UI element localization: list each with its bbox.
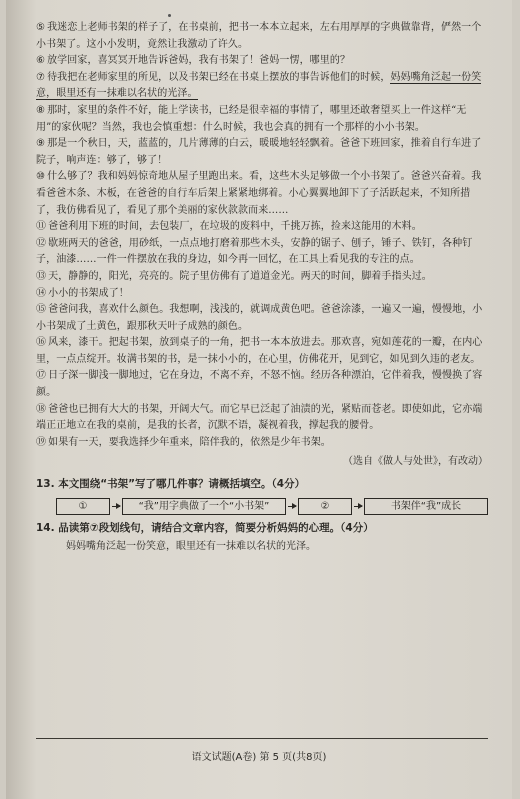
paragraph-text: 我迷恋上老师书架的样子了，在书桌前，把书一本本立起来，左右用厚厚的字典做靠背，俨然一个小书架了。这小小发明，竟然让我激动了许久。: [36, 22, 482, 50]
paragraph-number: ⑧: [36, 104, 46, 116]
answer-blank-box[interactable]: ②: [298, 498, 352, 515]
paragraph-number: ⑮: [36, 304, 47, 316]
paragraph-number: ⑪: [36, 221, 47, 233]
paragraph: [36, 169, 488, 219]
paragraph: [36, 70, 488, 103]
paragraph: [36, 269, 488, 286]
paragraph-text: 什么够了？我和妈妈惊奇地从屋子里跑出来。看，这些木头足够做一个小书架了。爸爸兴奋着。我看爸爸木条、木板，在爸爸的自行车后架上紧紧地绑着。小心翼翼地卸下了子活跃起来，不知所措了，我仿佛看见了，看见了那个美丽的家伙款款而来……: [36, 171, 482, 216]
paragraph: [36, 103, 488, 136]
paragraph-text: 日子深一脚浅一脚地过，它在身边，不离不弃，不怒不恼。经历各种漂泊，它伴着我，慢慢换了容颜。: [36, 370, 483, 399]
paragraph-number: ⑭: [36, 287, 47, 299]
paragraph-number: ⑥: [36, 55, 46, 67]
paragraph-number: ⑨: [36, 138, 46, 150]
answer-flow: [56, 497, 488, 515]
paragraph-text: 爸爸利用下班的时间，去包装厂，在垃圾的废料中，千挑万拣，捡来这能用的木料。: [48, 221, 422, 233]
paragraph: [36, 219, 488, 236]
paragraph-number: ⑫: [36, 237, 47, 249]
paragraph: [36, 53, 488, 70]
paragraph-number: ⑲: [36, 436, 47, 448]
paragraph-text: 爸爸问我，喜欢什么颜色。我想啊，浅浅的，就调成黄色吧。爸爸涂漆，一遍又一遍，慢慢地，小小书架成了土黄色，跟那秋天叶子成熟的颜色。: [36, 304, 483, 332]
quoted-sentence: 妈妈嘴角泛起一份笑意，眼里还有一抹难以名状的光泽。: [66, 541, 316, 553]
exam-page: [6, 0, 512, 799]
paragraph-number: ⑯: [36, 337, 47, 349]
paragraph: [36, 20, 488, 53]
paragraph-text: 风来，漆干。把起书架，放到桌子的一角，把书一本本放进去。那欢喜，宛如莲花的一瓣，在内心里，一点点绽开。妆满书架的书，是一抹小小的，在心里，仿佛花开，见到它，如见到久违的老友。: [36, 337, 483, 365]
paragraph-text: 爸爸也已拥有大大的书架，开阔大气。而它早已泛起了油渍的光，紧贴而苍老。即使如此，它亦端端正正地立在我的桌前，是我的长者，沉默不语，凝视着我，撑起我的腰骨。: [36, 403, 483, 432]
paragraph: [36, 136, 488, 169]
paragraph-text: 小小的书架成了！: [48, 287, 129, 299]
paragraph-text: 那是一个秋日，天，蓝蓝的，几片薄薄的白云，暖暖地轻轻飘着。爸爸下班回家，推着自行车进了院子，响声连：够了，够了！: [36, 138, 482, 166]
paragraph: [36, 335, 488, 368]
paragraph: [36, 302, 488, 335]
paragraph-text: 那时，家里的条件不好，能上学读书，已经是很幸福的事情了，哪里还敢奢望买上一件这样“无用”的家伙呢？当然，我也会慎重想：什么时候，我也会真的拥有一个那样的小小书架。: [36, 104, 467, 133]
paragraph-text: 天，静静的，阳光，亮亮的。院子里仿佛有了道道金光。两天的时间，脚着手指头过。: [48, 270, 432, 282]
flow-step-box: 书架伴“我”成长: [364, 498, 488, 515]
question-13: 13. 本文围绕“书架”写了哪几件事？请概括填空。（4分）: [36, 478, 306, 491]
flow-step-box: “我”用字典做了一个“小书架”: [122, 498, 286, 515]
paragraph-text: 歇班两天的爸爸，用砂纸，一点点地打磨着那些木头，安静的锯子、刨子，锤子、铁钉，各种钉子，油漆……一件一件摆放在我的身边，如今再一回忆，在工具上看见我的专注的点。: [36, 237, 473, 266]
paragraph: [36, 286, 488, 303]
dust-speck: [168, 14, 171, 17]
flow-arrow: [354, 506, 362, 507]
paragraph-text: 如果有一天，要我选择少年重来，陪伴我的，依然是少年书架。: [48, 436, 331, 448]
flow-arrow: [288, 506, 296, 507]
reading-passage: [36, 20, 488, 555]
paragraph-number: ⑦: [36, 71, 46, 83]
paragraph-number: ⑤: [36, 22, 46, 33]
paragraph-number: ⑱: [36, 403, 47, 415]
page-footer: 语文试题(A卷) 第 5 页(共8页): [191, 752, 327, 763]
paragraph: [36, 402, 488, 435]
paragraph-text: 待我把在老师家里的所见，以及书架已经在书桌上摆放的事告诉他们的时候，: [47, 71, 391, 83]
paragraph-number: ⑬: [36, 270, 47, 282]
paragraph-text: 放学回家，喜冥冥开地告诉爸妈，我有书架了！爸妈一愣，哪里的？: [47, 55, 351, 67]
flow-arrow: [112, 506, 120, 507]
paragraph: [36, 368, 488, 401]
paragraph: [36, 236, 488, 269]
paragraph-number: ⑩: [36, 171, 46, 183]
source-citation: （选自《做人与处世》，有改动）: [343, 456, 488, 468]
paragraph-number: ⑰: [36, 370, 47, 382]
question-14: 14. 品读第⑦段划线句，请结合文章内容，简要分析妈妈的心理。（4分）: [36, 522, 374, 535]
paragraph: [36, 435, 488, 452]
answer-blank-box[interactable]: ①: [56, 498, 110, 515]
footer-divider: [36, 738, 488, 739]
underlined-sentence: 妈妈嘴角泛起一份笑意，眼里还有一抹难以名状的光泽。: [36, 71, 482, 100]
